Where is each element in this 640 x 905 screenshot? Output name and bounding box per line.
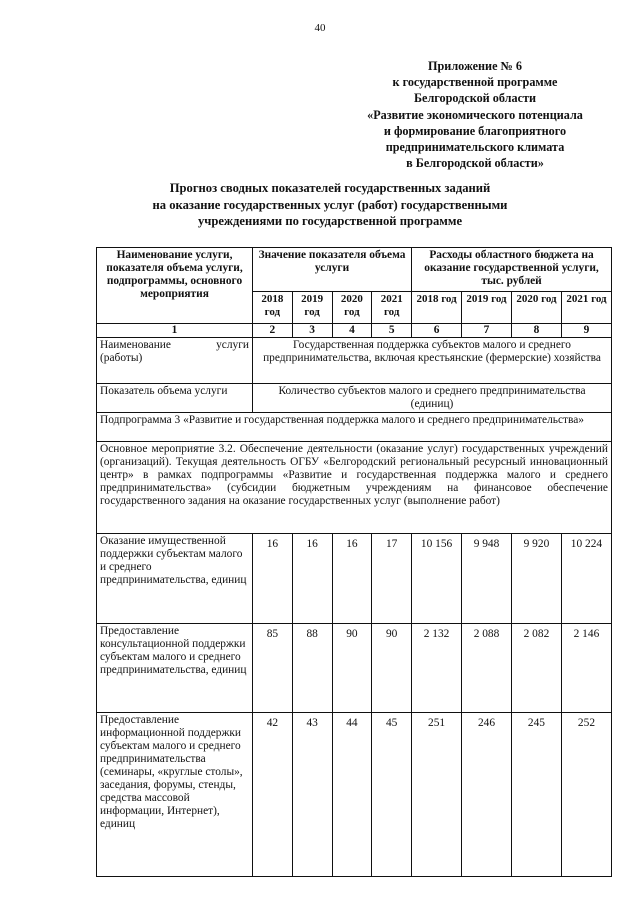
column-number: 8 [511, 324, 561, 338]
cell-value: 252 [561, 713, 611, 877]
table-row [97, 624, 612, 713]
header-year: 2019 год [462, 292, 512, 324]
appendix-line: в Белгородской области» [406, 156, 544, 171]
table-row [97, 534, 612, 624]
cell-value: 245 [511, 713, 561, 877]
column-number: 2 [253, 324, 293, 338]
appendix-line: к государственной программе [392, 75, 558, 90]
appendix-header [340, 58, 610, 171]
column-number: 4 [332, 324, 372, 338]
appendix-line: Белгородской области [414, 91, 536, 106]
cell-value: 44 [332, 713, 372, 877]
main-activity-row: Основное мероприятие 3.2. Обеспечение деятельности (оказание услуг) государственных учреждений (организаций). Текущая деятельность ОГБУ «Белгородский региональный ресурсный инновационный центр» в рамках подпрограммы «Развитие и государственная поддержка малого и среднего предпринимательства» (субсидии бюджетным учреждениям на финансовое обеспечение государственного задания на оказание государственных услуг (выполнение работ) [97, 442, 612, 534]
cell-value: 45 [372, 713, 412, 877]
header-name-column: Наименование услуги, показателя объема услуги, подпрограммы, основного мероприятия [97, 248, 253, 324]
service-name-label: Наименование услуги (работы) [97, 338, 253, 384]
column-number: 9 [561, 324, 611, 338]
cell-value: 43 [292, 713, 332, 877]
cell-value: 16 [253, 534, 293, 624]
cell-value: 85 [253, 624, 293, 713]
column-number: 5 [372, 324, 412, 338]
title-line: Прогноз сводных показателей государственных заданий [169, 181, 491, 195]
cell-value: 90 [372, 624, 412, 713]
cell-value: 88 [292, 624, 332, 713]
table-row [97, 713, 612, 877]
cell-value: 16 [292, 534, 332, 624]
header-year: 2020 год [332, 292, 372, 324]
appendix-line: «Развитие экономического потенциала [367, 107, 583, 122]
header-year: 2021 год [561, 292, 611, 324]
column-number: 7 [462, 324, 512, 338]
header-year: 2021 год [372, 292, 412, 324]
appendix-line: и формирование благоприятного [383, 123, 567, 138]
title-line: на оказание государственных услуг (работ) государственными [152, 197, 508, 212]
cell-value: 251 [412, 713, 462, 877]
cell-value: 17 [372, 534, 412, 624]
service-name-value: Государственная поддержка субъектов малого и среднего предпринимательства, включая крестьянские (фермерские) хозяйства [253, 338, 612, 384]
cell-value: 2 082 [511, 624, 561, 713]
row-name: Оказание имущественной поддержки субъектам малого и среднего предпринимательства, единиц [97, 534, 253, 624]
header-year: 2018 год [412, 292, 462, 324]
column-number: 3 [292, 324, 332, 338]
document-title [140, 180, 520, 230]
subprogram-row: Подпрограмма 3 «Развитие и государственная поддержка малого и среднего предпринимательства» [97, 413, 612, 442]
column-number: 6 [412, 324, 462, 338]
cell-value: 246 [462, 713, 512, 877]
cell-value: 2 088 [462, 624, 512, 713]
cell-value: 2 132 [412, 624, 462, 713]
appendix-line: Приложение № 6 [428, 59, 522, 73]
indicator-value: Количество субъектов малого и среднего предпринимательства (единиц) [253, 384, 612, 413]
page-number: 40 [314, 22, 326, 34]
cell-value: 2 146 [561, 624, 611, 713]
forecast-table [96, 247, 612, 877]
title-line: учреждениями по государственной программе [197, 214, 463, 228]
header-expense-group: Расходы областного бюджета на оказание государственной услуги, тыс. рублей [412, 248, 612, 292]
cell-value: 10 224 [561, 534, 611, 624]
cell-value: 9 920 [511, 534, 561, 624]
header-year: 2018 год [253, 292, 293, 324]
header-year: 2019 год [292, 292, 332, 324]
indicator-label: Показатель объема услуги [97, 384, 253, 413]
column-number: 1 [97, 324, 253, 338]
row-name: Предоставление консультационной поддержки субъектам малого и среднего предпринимательства, единиц [97, 624, 253, 713]
header-year: 2020 год [511, 292, 561, 324]
row-name: Предоставление информационной поддержки субъектам малого и среднего предпринимательства (семинары, «круглые столы», заседания, форумы, стенды, средства массовой информации, Интернет), единиц [97, 713, 253, 877]
cell-value: 90 [332, 624, 372, 713]
cell-value: 10 156 [412, 534, 462, 624]
cell-value: 9 948 [462, 534, 512, 624]
appendix-line: предпринимательского климата [385, 140, 565, 155]
cell-value: 42 [253, 713, 293, 877]
header-volume-group: Значение показателя объема услуги [253, 248, 412, 292]
cell-value: 16 [332, 534, 372, 624]
